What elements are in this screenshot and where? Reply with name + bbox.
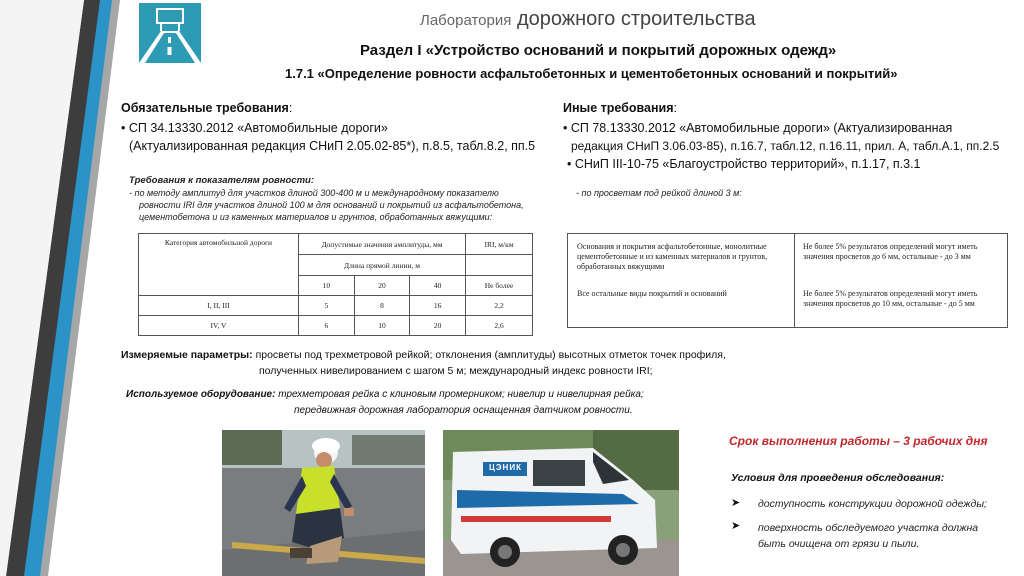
section-title: Раздел I «Устройство оснований и покрытий дорожных одежд» [360,42,837,59]
decorative-stripes [0,0,120,576]
table-cell-value: 10 [354,316,410,336]
subsection-title: 1.7.1 «Определение ровности асфальтобетонных и цементобетонных оснований и покрытий» [285,66,898,81]
equipment [126,389,644,400]
table-header-category: Категория автомобильной дороги [139,234,299,296]
amplitude-table [138,233,533,336]
measured-params-line-2: полученных нивелированием с шагом 5 м; международный индекс ровности IRI; [259,365,653,377]
other-heading-colon: : [673,101,678,115]
mandatory-item-1: • СП 34.13330.2012 «Автомобильные дороги» [121,121,388,135]
photo-worker [222,430,425,576]
table-cell-value: 16 [410,296,466,316]
table-iri-le: Не более [466,276,533,296]
table-cell-value: 5 [299,296,355,316]
gap-table-row2-type: Все остальные виды покрытий и оснований [577,289,727,298]
table-cell-value: 20 [410,316,466,336]
table-cell-value: 6 [299,316,355,336]
gap-table-divider [794,234,795,327]
gap-table [567,233,1008,328]
gap-note: - по просветам под рейкой длиной 3 м: [576,188,742,198]
table-cell-category: I, II, III [139,296,299,316]
title-main: дорожного строительства [516,8,756,30]
arrow-bullet-icon: ➤ [731,497,741,509]
photo-lab-van [443,430,679,576]
equipment-line-1: трехметровая рейка с клиновым промерником; нивелир и нивелирная рейка; [278,389,644,400]
lab-logo [139,3,201,63]
condition-item-1: доступность конструкции дорожной одежды; [758,498,987,510]
van-illustration [443,430,679,576]
table-cell-iri: 2,6 [466,316,533,336]
measured-params-label: Измеряемые параметры: [121,349,253,361]
deadline-text: Срок выполнения работы – 3 рабочих дня [729,434,988,448]
roughness-req-line-1: - по методу амплитуд для участков длиной 300-400 м и международному показателю [129,188,499,198]
table-cell-value: 8 [354,296,410,316]
roughness-req-line-3: цементобетона и из каменных материалов и грунтов, обработанных вяжущими: [139,212,493,222]
title-prefix: Лаборатория [420,12,512,29]
other-item-2: • СНиП III-10-75 «Благоустройство территорий», п.1.17, п.3.1 [567,157,921,171]
roughness-req-heading: Требования к показателям ровности: [129,175,315,186]
other-item-1: • СП 78.13330.2012 «Автомобильные дороги» (Актуализированная [563,121,953,135]
roughness-req-line-2: ровности IRI для участков длиной 100 м для оснований и покрытий из асфальтобетона, [139,200,524,210]
table-row [139,296,533,316]
mandatory-heading [121,101,292,115]
equipment-line-2: передвижная дорожная лаборатория оснащенная датчиком ровности. [294,405,633,416]
table-header-amplitude: Допустимые значения амплитуды, мм [299,234,466,255]
gap-table-row1-limit: Не более 5% результатов определений могут иметь значения просветов до 6 мм, остальные - до 3 мм [803,242,978,261]
worker-illustration [222,430,425,576]
mandatory-heading-text: Обязательные требования [121,101,289,115]
table-subheader-length: Длина прямой линии, м [299,255,466,276]
mandatory-item-1-detail: (Актуализированная редакция СНиП 2.05.02-85*), п.8.5, табл.8.2, пп.5 [129,139,536,153]
other-heading-text: Иные требования [563,101,674,115]
road-icon [139,3,201,63]
table-row [139,316,533,336]
gap-table-row1-type: Основания и покрытия асфальтобетонные, монолитные цементобетонные и из каменных материалов и грунтов, обработанных вяжущими [577,242,768,271]
other-item-1-detail: редакция СНиП 3.06.03-85), п.16.7, табл.12, п.16.11, прил. А, табл.А.1, пп.2.5 [571,139,1000,153]
measured-params [121,349,726,361]
table-length-10: 10 [299,276,355,296]
gap-table-row2-limit: Не более 5% результатов определений могут иметь значения просветов до 10 мм, остальные - до 5 мм [803,289,978,308]
page-title [420,8,756,31]
table-header-iri: IRI, м/км [466,234,533,255]
mandatory-heading-colon: : [288,101,293,115]
condition-item-2-cont: быть очищена от грязи и пыли. [758,538,920,550]
condition-item-2: поверхность обследуемого участка должна [758,522,979,534]
other-heading [563,101,677,115]
arrow-bullet-icon: ➤ [731,520,741,532]
table-length-40: 40 [410,276,466,296]
measured-params-line-1: просветы под трехметровой рейкой; отклонения (амплитуды) высотных отметок точек профиля, [255,349,726,361]
equipment-label: Используемое оборудование: [126,389,276,400]
table-cell-category: IV, V [139,316,299,336]
van-brand: ЦЭНИК [489,463,522,472]
conditions-heading: Условия для проведения обследования: [731,472,945,484]
table-iri-spacer [466,255,533,276]
table-length-20: 20 [354,276,410,296]
table-cell-iri: 2,2 [466,296,533,316]
